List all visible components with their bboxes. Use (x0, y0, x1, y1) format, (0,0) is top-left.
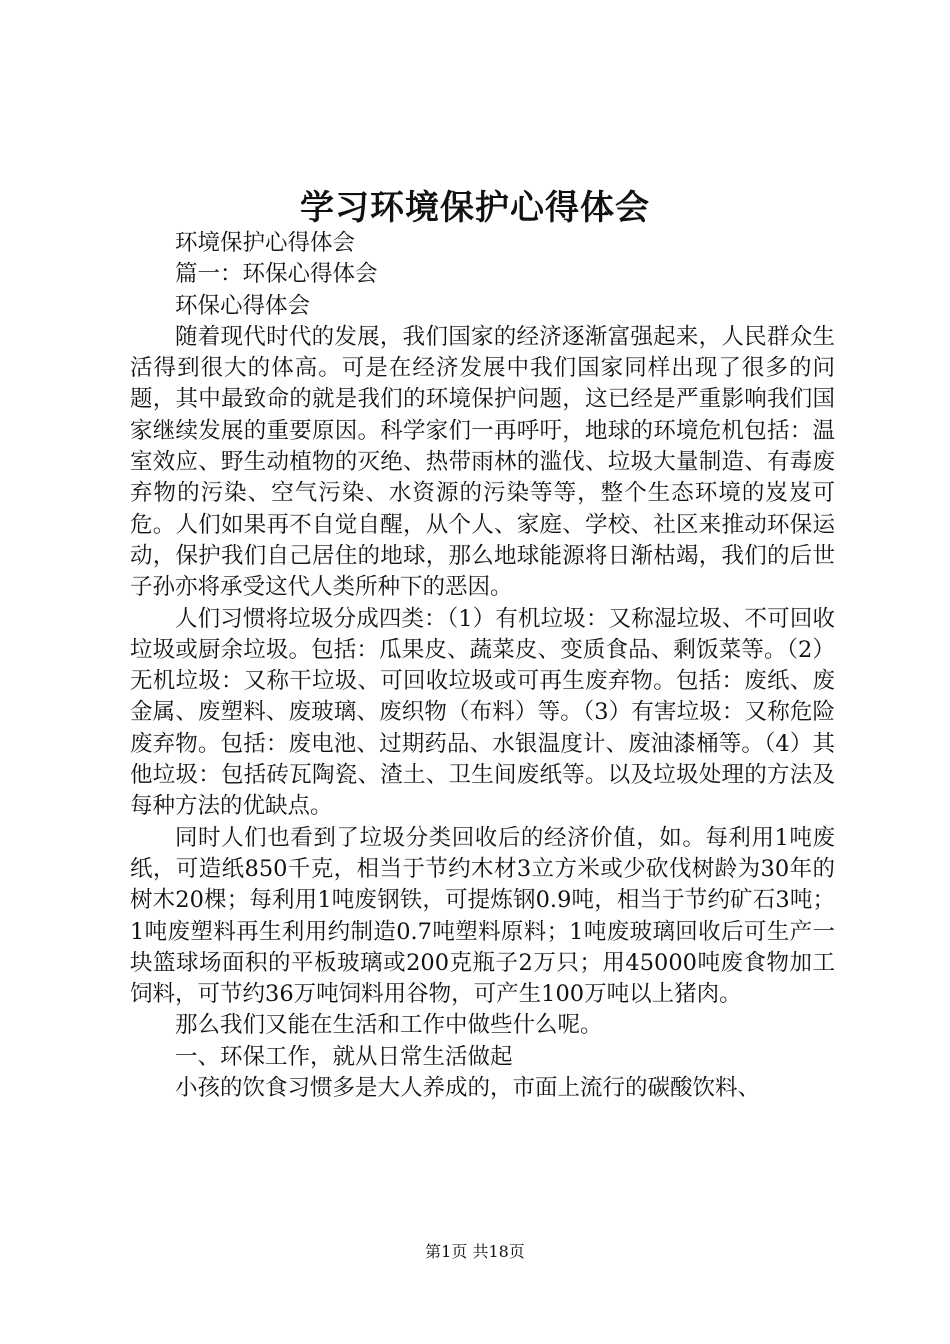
paragraph-heading-daily-life: 一、环保工作，就从日常生活做起 (175, 1043, 513, 1070)
paragraph-economic-value: 同时人们也看到了垃圾分类回收后的经济价值，如。每利用1吨废纸，可造纸850千克，相当于节约木材3立方米或少砍伐树龄为30年的树木20棵；每利用1吨废钢铁，可提炼钢0.9吨，相当于节约矿石3吨；1吨废塑料再生利用约制造0.7吨塑料原料；1吨废玻璃回收后可生产一块篮球场面积的平板玻璃或200克瓶子2万只；用45000吨废食物加工饲料，可节约36万吨饲料用谷物，可产生100万吨以上猪肉。 (130, 824, 835, 1008)
document-body (130, 228, 835, 1104)
paragraph-question: 那么我们又能在生活和工作中做些什么呢。 (175, 1012, 603, 1039)
paragraph-section-heading: 环保心得体会 (175, 292, 311, 319)
paragraph-chapter-heading: 篇一：环保心得体会 (175, 261, 378, 288)
paragraph-subtitle: 环境保护心得体会 (175, 230, 356, 256)
paragraph-children-diet: 小孩的饮食习惯多是大人养成的，市面上流行的碳酸饮料、 (175, 1075, 761, 1102)
document-title: 学习环境保护心得体会 (300, 188, 650, 228)
page-number-footer: 第1页 共18页 (425, 1242, 525, 1261)
paragraph-garbage-categories: 人们习惯将垃圾分成四类：（1）有机垃圾：又称湿垃圾、不可回收垃圾或厨余垃圾。包括：瓜果皮、蔬菜皮、变质食品、剩饭菜等。（2）无机垃圾：又称干垃圾、可回收垃圾或可再生废弃物。包括：废纸、废金属、废塑料、废玻璃、废织物（布料）等。（3）有害垃圾：又称危险废弃物。包括：废电池、过期药品、水银温度计、废油漆桶等。（4）其他垃圾：包括砖瓦陶瓷、渣土、卫生间废纸等。以及垃圾处理的方法及每种方法的优缺点。 (130, 605, 835, 820)
paragraph-intro: 随着现代时代的发展，我们国家的经济逐渐富强起来，人民群众生活得到很大的体高。可是在经济发展中我们国家同样出现了很多的问题，其中最致命的就是我们的环境保护问题，这已经是严重影响我们国家继续发展的重要原因。科学家们一再呼吁，地球的环境危机包括：温室效应、野生动植物的灭绝、热带雨林的滥伐、垃圾大量制造、有毒废弃物的污染、空气污染、水资源的污染等等，整个生态环境的岌岌可危。人们如果再不自觉自醒，从个人、家庭、学校、社区来推动环保运动，保护我们自己居住的地球，那么地球能源将日渐枯竭，我们的后世子孙亦将承受这代人类所种下的恶因。 (130, 323, 835, 601)
